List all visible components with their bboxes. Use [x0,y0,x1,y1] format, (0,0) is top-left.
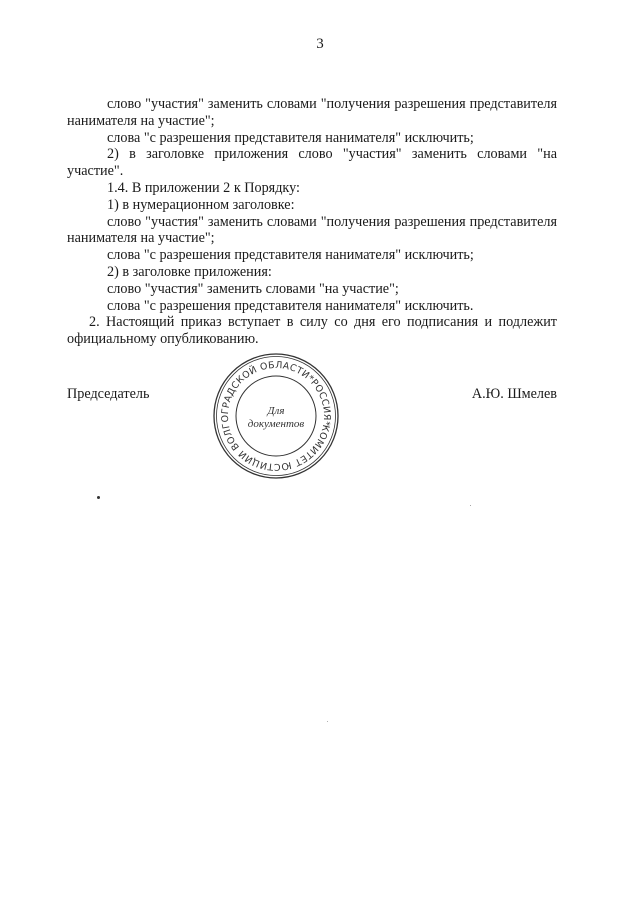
scan-speck [97,496,100,499]
paragraph: 1) в нумерационном заголовке: [107,196,295,213]
document-body [67,96,557,348]
stamp-center-line1: Для [267,405,285,417]
paragraph: слово "участия" заменить словами "на участие"; [107,280,399,297]
scan-speck [327,721,328,722]
official-stamp [211,351,341,481]
paragraph: слово "участия" заменить словами "получения разрешения представителя нанимателя на участие"; [67,96,557,129]
paragraph: слова "с разрешения представителя нанимателя" исключить. [107,297,474,314]
paragraph: 1.4. В приложении 2 к Порядку: [107,179,300,196]
paragraph: слово "участия" заменить словами "получения разрешения представителя нанимателя на участие"; [67,213,557,247]
paragraph: 2) в заголовке приложения слово "участия" заменить словами "на участие". [67,146,557,180]
stamp-center-line2: документов [247,418,305,430]
signatory-name: А.Ю. Шмелев [471,386,557,402]
signatory-title: Председатель [67,386,150,402]
paragraph: 2) в заголовке приложения: [107,263,272,280]
page-number: 3 [316,36,324,52]
paragraph: слова "с разрешения представителя нанимателя" исключить; [107,129,474,146]
stamp-ring-text: КОМИТЕТ ЮСТИЦИИ ВОЛГОГРАДСКОЙ ОБЛАСТИ*РОССИЯ* [219,359,333,473]
scan-speck [470,505,471,506]
paragraph: слова "с разрешения представителя нанимателя" исключить; [107,247,474,264]
paragraph: 2. Настоящий приказ вступает в силу со дня его подписания и подлежит официальному опубликованию. [67,314,557,348]
